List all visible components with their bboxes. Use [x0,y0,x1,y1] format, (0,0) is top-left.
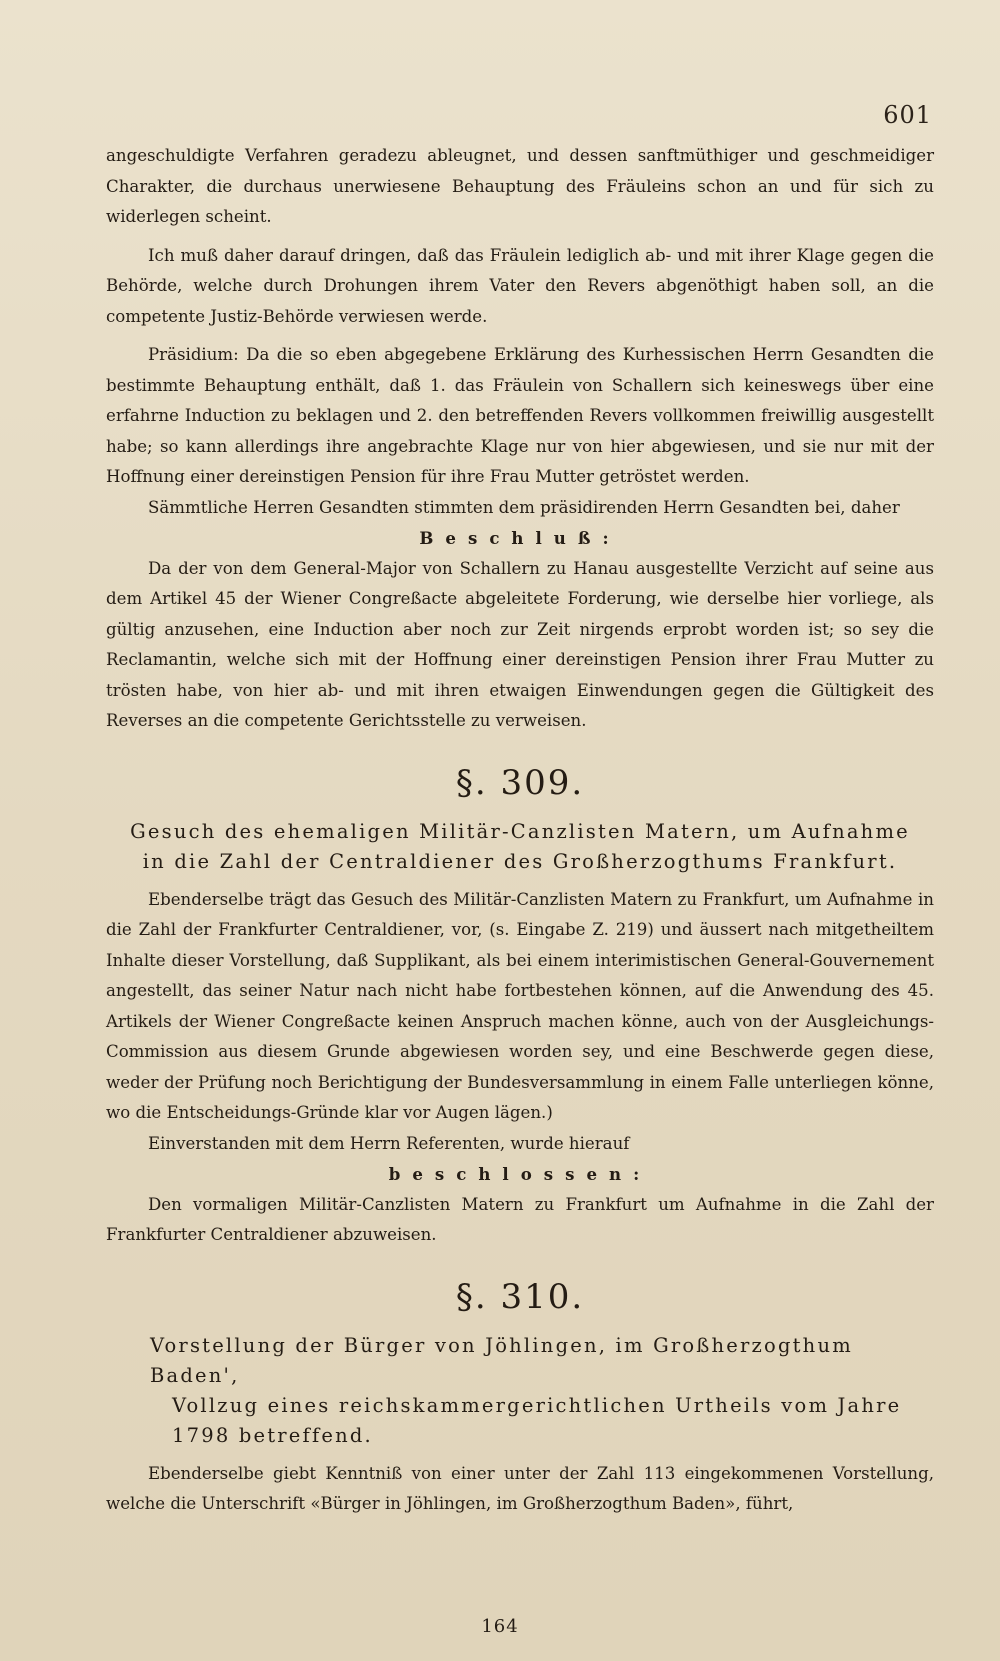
section-309-consent: Einverstanden mit dem Herrn Referenten, wurde hierauf [148,1133,630,1153]
section-310-title-line1: Vorstellung der Bürger von Jöhlingen, im Großherzogthum Baden', [150,1333,853,1387]
page-number: 601 [883,101,932,129]
section-309-title-line1: Gesuch des ehemaligen Militär-Canzlisten Matern, um Aufnahme [130,819,910,843]
paragraph-continuation: angeschuldigte Verfahren geradezu ableugnet, und dessen sanftmüthiger und geschmeidiger Charakter, die durchaus unerwiesene Behauptung des Fräuleins schon an und für sich zu widerlegen scheint. [106,146,934,226]
section-309-resolution: Den vormaligen Militär-Canzlisten Matern zu Frankfurt um Aufnahme in die Zahl der Frankfurter Centraldiener abzuweisen. [106,1194,934,1244]
paragraph-praesidium: Präsidium: Da die so eben abgegebene Erklärung des Kurhessischen Herrn Gesandten die bestimmte Behauptung enthält, daß 1. das Fräulein von Schallern sich keineswegs über eine erfahrne Induction zu beklagen und 2. den betreffenden Revers vollkommen freiwillig ausgestellt habe; so kann allerdings ihre angebrachte Klage nur von hier abgewiesen, und sie nur mit der Hoffnung einer dereinstigen Pension für ihre Frau Mutter getröstet werden. [106,345,934,486]
section-309-resolved-heading: beschlossen: [388,1164,652,1184]
beschluss-text: Da der von dem General-Major von Schallern zu Hanau ausgestellte Verzicht auf seine aus dem Artikel 45 der Wiener Congreßacte abgeleitete Forderung, wie derselbe hier vorliege, als gültig anzusehen, eine Induction aber noch zur Zeit nirgends erprobt worden ist; so sey die Reclamantin, welche sich mit der Hoffnung einer dereinstigen Pension ihrer Frau Mutter zu trösten habe, von hier ab- und mit ihren etwaigen Einwendungen gegen die Gültigkeit des Reverses an die competente Gerichtsstelle zu verweisen. [106,558,934,730]
section-310-number: §. 310. [455,1276,585,1317]
section-310-body: Ebenderselbe giebt Kenntniß von einer unter der Zahl 113 eingekommenen Vorstellung, welche die Unterschrift «Bürger in Jöhlingen, im Großherzogthum Baden», führt, [106,1463,934,1513]
section-309-body: Ebenderselbe trägt das Gesuch des Militär-Canzlisten Matern zu Frankfurt, um Aufnahme in die Zahl der Frankfurter Centraldiener, vor, (s. Eingabe Z. 219) und äussert nach mitgetheiltem Inhalte dieser Vorstellung, daß Supplikant, als bei einem interimistischen General-Gouvernement angestellt, das seiner Natur nach nicht habe fortbestehen können, auf die Anwendung des 45. Artikels der Wiener Congreßacte keinen Anspruch machen könne, auch von der Ausgleichungs-Commission aus diesem Grunde abgewiesen worden sey, und eine Beschwerde gegen diese, weder der Prüfung noch Berichtigung der Bundesversammlung in einem Falle unterliegen könne, wo die Entscheidungs-Gründe klar vor Augen lägen.) [106,889,934,1122]
signature-number: 164 [481,1616,519,1637]
page-content [106,141,934,1520]
section-310-title-line2: Vollzug eines reichskammergerichtlichen Urtheils vom Jahre [172,1393,902,1417]
paragraph-request: Ich muß daher darauf dringen, daß das Fräulein lediglich ab- und mit ihrer Klage gegen die Behörde, welche durch Drohungen ihrem Vater den Revers abgenöthigt haben soll, an die competente Justiz-Behörde verwiesen werde. [106,245,934,326]
beschluss-heading: Beschluß: [419,528,621,548]
paragraph-consent: Sämmtliche Herren Gesandten stimmten dem präsidirenden Herrn Gesandten bei, daher [148,497,900,517]
section-309-title-line2: in die Zahl der Centraldiener des Großherzogthums Frankfurt. [142,849,898,873]
section-309-title [106,817,934,877]
section-310-title [106,1331,934,1451]
section-310-title-line3: 1798 betreffend. [172,1423,373,1447]
section-309-number: §. 309. [455,762,585,803]
